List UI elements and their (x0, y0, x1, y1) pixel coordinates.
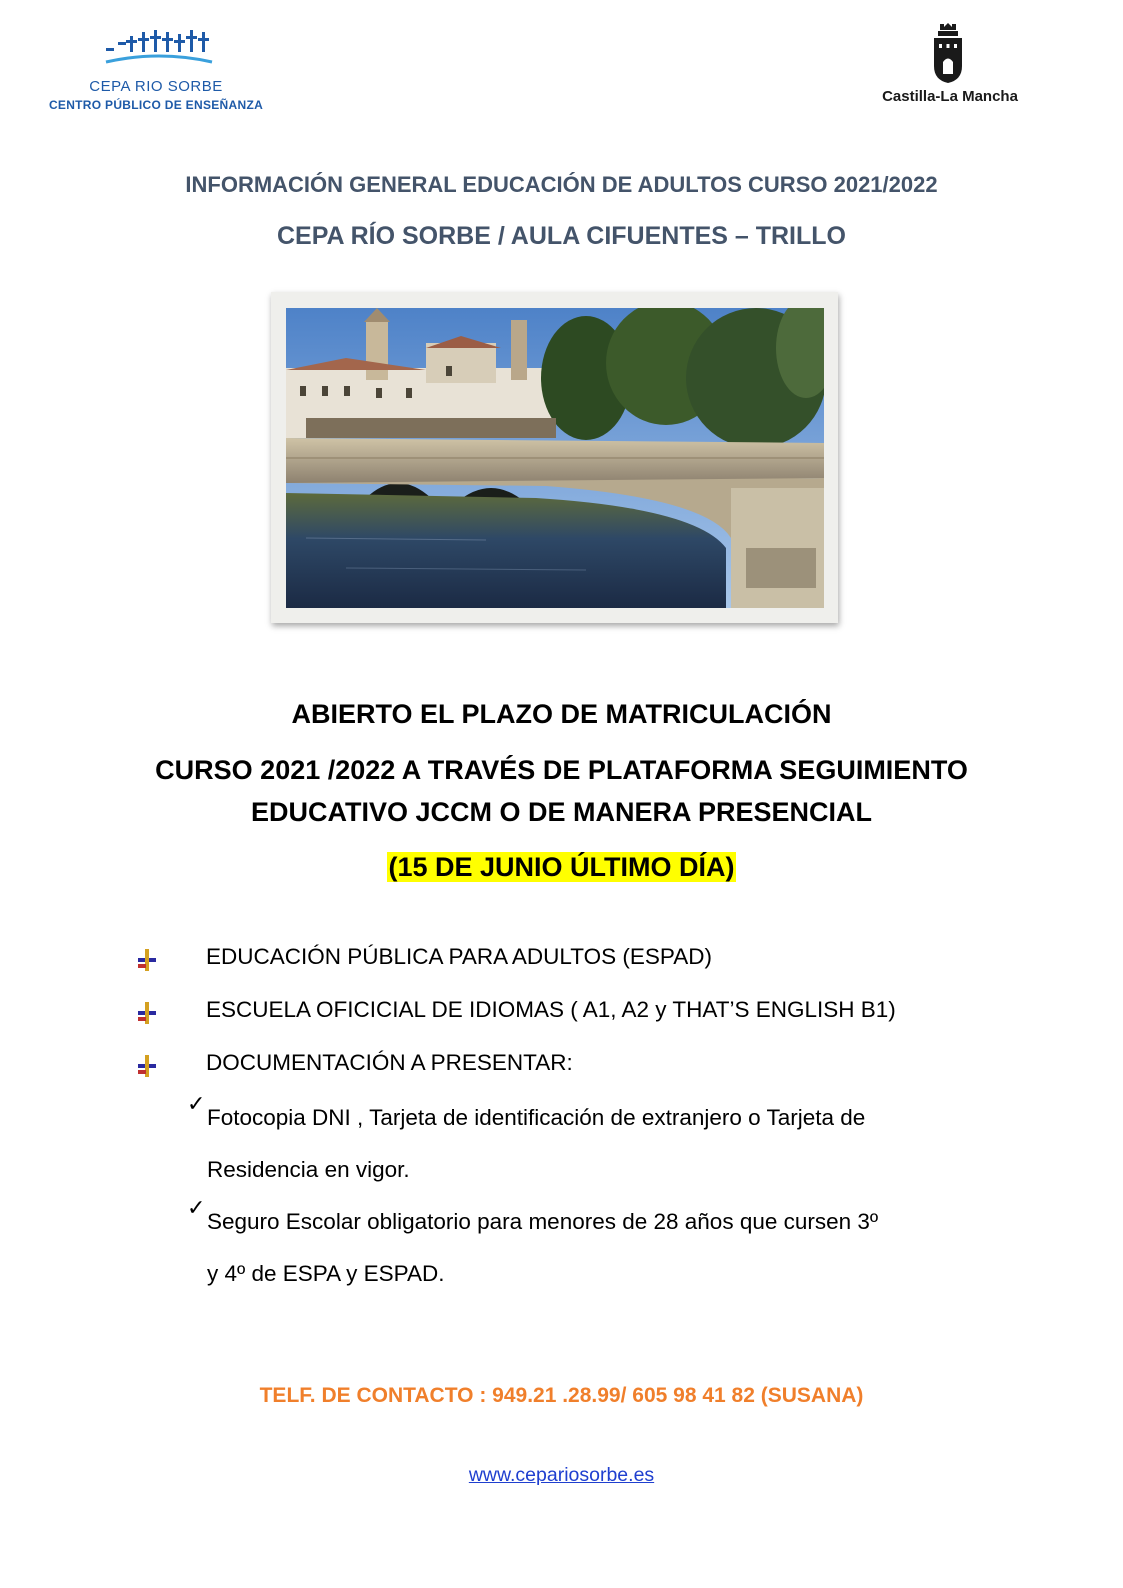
document-item-text (207, 1092, 1007, 1196)
cepa-logo-name: CEPA RIO SORBE (89, 78, 223, 95)
website-link-wrapper (0, 1464, 1123, 1487)
announcement-line: EDUCATIVO JCCM O DE MANERA PRESENCIAL (250, 797, 873, 827)
plus-bullet-icon (134, 1053, 160, 1079)
cepa-logo (46, 24, 266, 114)
plus-bullet-icon (134, 1000, 160, 1026)
castilla-la-mancha-name: Castilla-La Mancha (882, 88, 1018, 105)
website-link[interactable]: www.cepariosorbe.es (468, 1464, 655, 1486)
document-line: Seguro Escolar obligatorio para menores de 28 años que cursen 3º (207, 1209, 879, 1234)
document-line: y 4º de ESPA y ESPAD. (207, 1261, 445, 1286)
photo-frame (271, 292, 838, 623)
document-line: Fotocopia DNI , Tarjeta de identificación de extranjero o Tarjeta de (207, 1105, 866, 1130)
page-title: INFORMACIÓN GENERAL EDUCACIÓN DE ADULTOS CURSO 2021/2022 (185, 172, 938, 197)
castilla-la-mancha-logo (880, 22, 1020, 114)
list-item-text: ESCUELA OFICICIAL DE IDIOMAS ( A1, A2 y THAT’S ENGLISH B1) (206, 997, 896, 1022)
contact-phone: TELF. DE CONTACTO : 949.21 .28.99/ 605 98 41 82 (SUSANA) (259, 1384, 864, 1407)
document-item-text (207, 1196, 1007, 1300)
cepa-logo-subtitle: CENTRO PÚBLICO DE ENSEÑANZA (48, 98, 264, 112)
plus-bullet-icon (134, 947, 160, 973)
announcement-line: CURSO 2021 /2022 A TRAVÉS DE PLATAFORMA SEGUIMIENTO (155, 755, 968, 785)
list-item-text: EDUCACIÓN PÚBLICA PARA ADULTOS (ESPAD) (206, 944, 712, 969)
document-line: Residencia en vigor. (207, 1157, 410, 1182)
castle-shield-icon (930, 22, 966, 84)
list-item-text: DOCUMENTACIÓN A PRESENTAR: (206, 1050, 573, 1075)
cepa-logo-mark-icon (104, 24, 214, 68)
river-bridge-photo (286, 308, 824, 608)
page-subtitle: CEPA RÍO SORBE / AULA CIFUENTES – TRILLO (276, 222, 846, 250)
deadline-highlight: (15 DE JUNIO ÚLTIMO DÍA) (388, 852, 735, 882)
checkmark-icon: ✓ (187, 1092, 206, 1117)
announcement-heading: ABIERTO EL PLAZO DE MATRICULACIÓN (291, 699, 832, 729)
deadline-wrapper (0, 852, 1123, 883)
checkmark-icon: ✓ (187, 1196, 206, 1221)
